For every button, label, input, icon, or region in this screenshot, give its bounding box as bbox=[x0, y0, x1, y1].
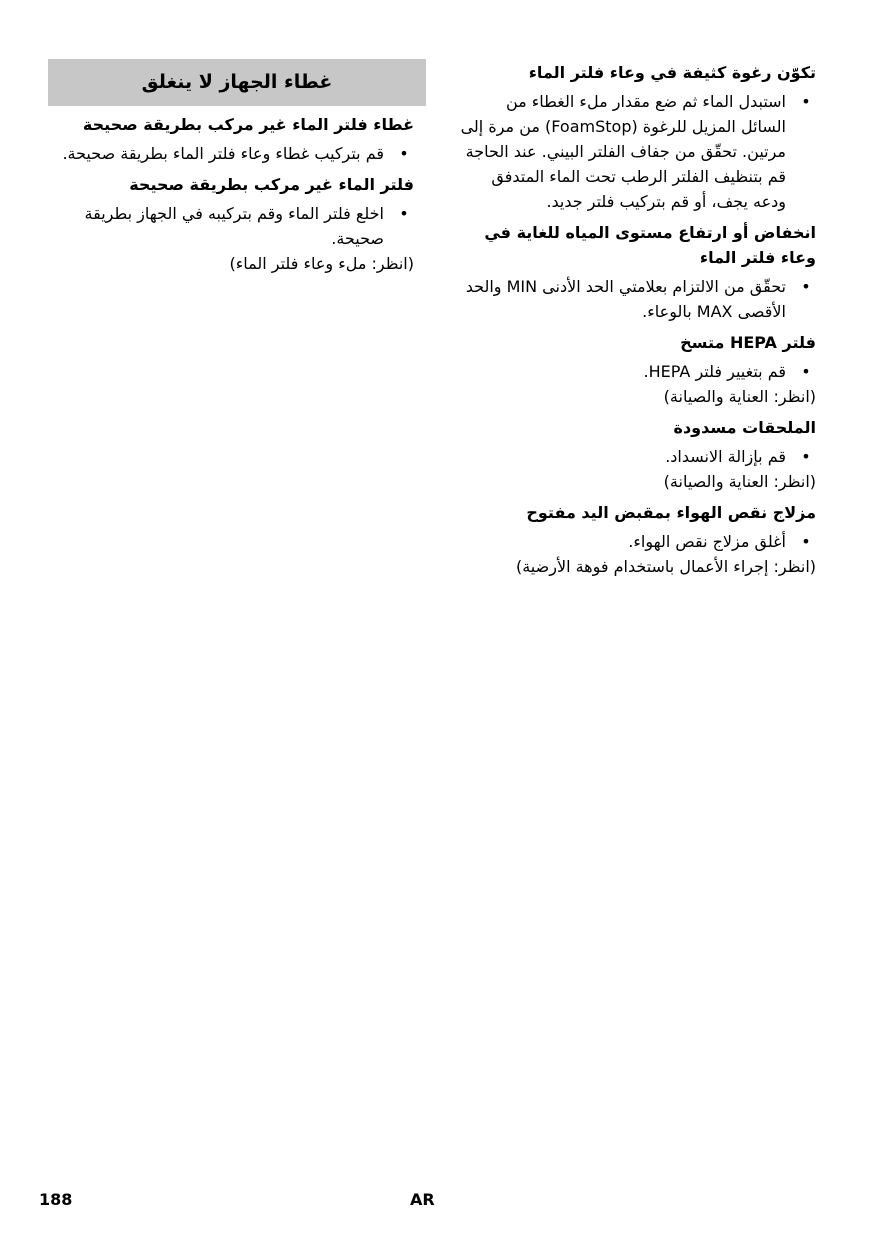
list-item bbox=[456, 89, 816, 214]
item-text: أغلق مزلاج نقص الهواء. bbox=[628, 532, 786, 551]
list-item bbox=[48, 201, 414, 251]
item-text: اخلع فلتر الماء وقم بتركيبه في الجهاز بطريقة صحيحة. bbox=[84, 204, 384, 248]
page-number: 188 bbox=[39, 1190, 73, 1209]
list-item bbox=[456, 444, 816, 469]
item-text: قم بإزالة الانسداد. bbox=[665, 447, 786, 466]
right-column bbox=[456, 60, 816, 579]
section-heading-air-slide: مزلاج نقص الهواء بمقبض اليد مفتوح bbox=[526, 503, 816, 522]
list-item bbox=[456, 529, 816, 554]
section-heading-filter-install: فلتر الماء غير مركب بطريقة صحيحة bbox=[129, 175, 414, 194]
bullet-icon: • bbox=[801, 362, 811, 381]
section-banner: غطاء الجهاز لا ينغلق bbox=[48, 59, 426, 106]
bullet-icon: • bbox=[399, 144, 409, 163]
bullet-icon: • bbox=[801, 92, 811, 111]
item-text: استبدل الماء ثم ضع مقدار ملء الغطاء من السائل المزيل للرغوة (FoamStop) من مرة إلى مرتين. تحقّق من جفاف الفلتر البيني. عند الحاجة قم بتنظيف الفلتر الرطب تحت الماء المتدفق ودعه يجف، أو قم بتركيب فلتر جديد. bbox=[460, 92, 786, 211]
reference-note: (انظر: ملء وعاء فلتر الماء) bbox=[229, 254, 414, 273]
reference-note: (انظر: العناية والصيانة) bbox=[663, 387, 816, 406]
list-item bbox=[48, 141, 414, 166]
list-item bbox=[456, 274, 816, 324]
item-text: تحقّق من الالتزام بعلامتي الحد الأدنى MIN والحد الأقصى MAX بالوعاء. bbox=[465, 277, 786, 321]
section-heading-filter-cover: غطاء فلتر الماء غير مركب بطريقة صحيحة bbox=[82, 115, 414, 134]
language-code: AR bbox=[410, 1190, 435, 1209]
item-text: قم بتغيير فلتر HEPA. bbox=[643, 362, 786, 381]
bullet-icon: • bbox=[801, 447, 811, 466]
bullet-icon: • bbox=[801, 532, 811, 551]
reference-note: (انظر: إجراء الأعمال باستخدام فوهة الأرضية) bbox=[515, 557, 816, 576]
left-column bbox=[48, 59, 414, 276]
section-heading-water-level: انخفاض أو ارتفاع مستوى المياه للغاية في وعاء فلتر الماء bbox=[484, 223, 816, 267]
bullet-icon: • bbox=[801, 277, 811, 296]
list-item bbox=[456, 359, 816, 384]
item-text: قم بتركيب غطاء وعاء فلتر الماء بطريقة صحيحة. bbox=[62, 144, 384, 163]
bullet-icon: • bbox=[399, 204, 409, 223]
section-heading-hepa: فلتر HEPA متسخ bbox=[680, 333, 816, 352]
reference-note: (انظر: العناية والصيانة) bbox=[663, 472, 816, 491]
section-heading-accessories: الملحقات مسدودة bbox=[673, 418, 816, 437]
section-heading-foam: تكوّن رغوة كثيفة في وعاء فلتر الماء bbox=[528, 63, 816, 82]
